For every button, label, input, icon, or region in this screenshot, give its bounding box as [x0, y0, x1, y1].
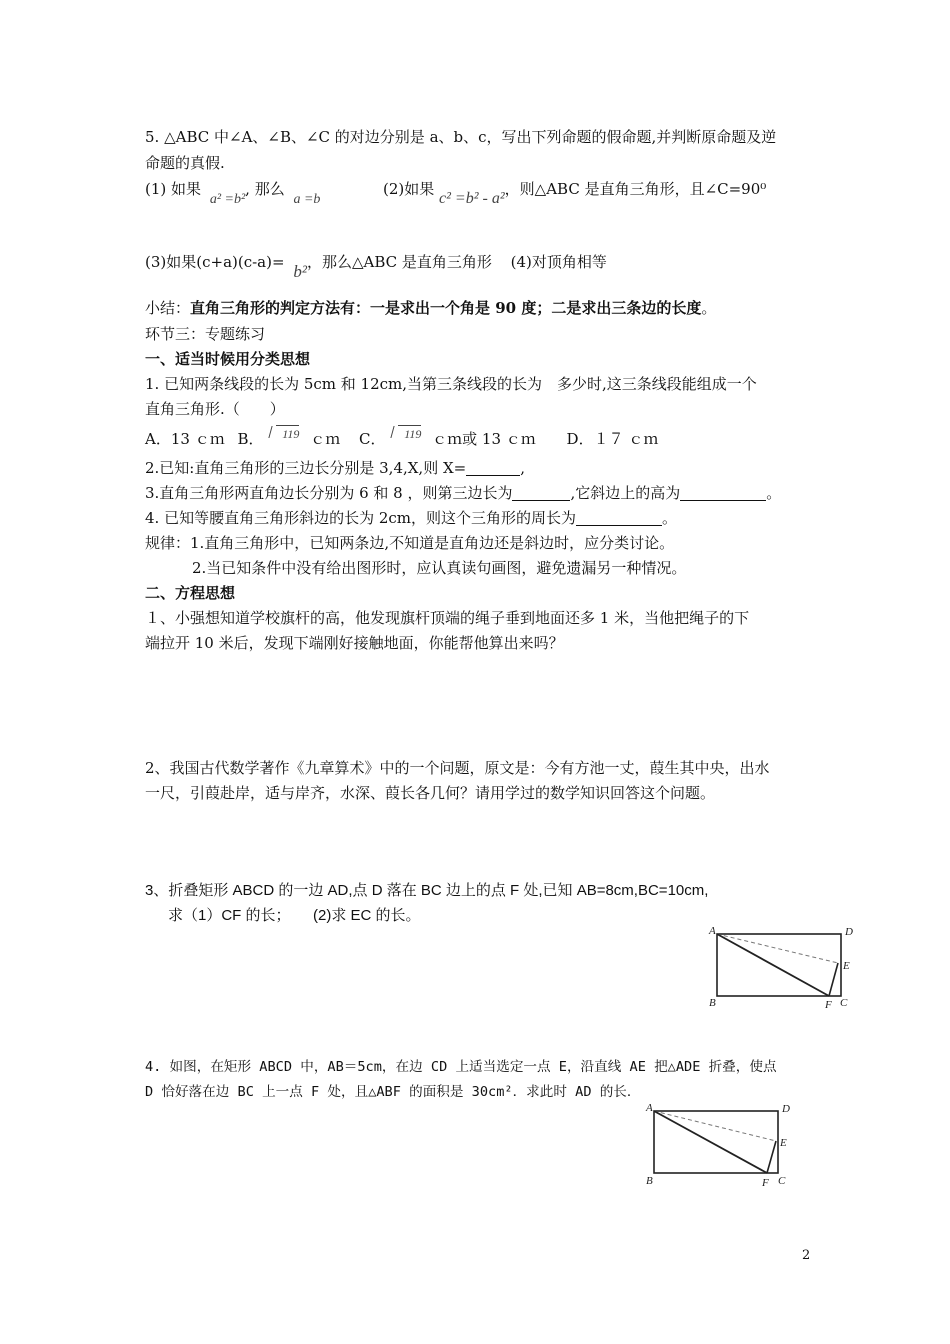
- label-b: B: [709, 997, 716, 1009]
- part2-q4-line2: D 恰好落在边 BC 上一点 F 处，且△ABF 的面积是 30cm²．求此时 AD 的长．: [145, 1084, 641, 1100]
- segment-af: [654, 1111, 767, 1173]
- option-c-label: C．: [358, 430, 386, 448]
- part2-q3-line1: 3、折叠矩形 ABCD 的一边 AD,点 D 落在 BC 边上的点 F 处,已知 AB=8cm,BC=10cm,: [145, 882, 709, 899]
- q5-item1-result: a =b: [293, 192, 321, 207]
- part1-q3: [145, 483, 781, 503]
- q5-item2-suffix: ，则△ABC 是直角三角形，且∠C=90⁰: [504, 180, 767, 198]
- option-a: A．13 ｃｍ: [145, 430, 225, 448]
- segment-ef: [829, 963, 838, 996]
- part1-q2-end: ,: [520, 459, 526, 477]
- q5-item3: [145, 252, 607, 281]
- option-c-unit: ｃｍ或 13 ｃｍ: [432, 430, 536, 448]
- part1-q3-text-b: ,它斜边上的高为: [570, 484, 681, 502]
- part1-q3-end: 。: [766, 484, 782, 502]
- segment-af: [717, 934, 829, 996]
- label-c: C: [778, 1175, 786, 1187]
- part1-q1-options: [145, 429, 658, 450]
- part2-q1-line1: １、小强想知道学校旗杆的高，他发现旗杆顶端的绳子垂到地面还多 1 米，当他把绳子的下: [145, 609, 750, 627]
- label-f: F: [762, 1177, 769, 1189]
- section3-title: 环节三：专题练习: [145, 325, 266, 343]
- q5-item1: [145, 179, 321, 207]
- rectangle-fold-figure-2: [640, 1098, 800, 1190]
- option-b-sqrt: [268, 424, 299, 444]
- part1-q2-text: 2.已知:直角三角形的三边长分别是 3,4,X,则 X=: [145, 459, 467, 477]
- label-a: A: [646, 1102, 653, 1114]
- q5-item2-prefix: (2)如果: [383, 180, 435, 198]
- part1-q1-line2: 直角三角形.（ ）: [145, 400, 285, 418]
- part1-q4-text: 4. 已知等腰直角三角形斜边的长为 2cm，则这个三角形的周长为: [145, 509, 577, 527]
- q5-item2-eq: c² =b² - a²: [439, 190, 505, 207]
- part1-heading: 一、适当时候用分类思想: [145, 350, 311, 368]
- part2-q2-line1: 2、我国古代数学著作《九章算术》中的一个问题，原文是：今有方池一丈，葭生其中央，出水: [145, 759, 770, 777]
- part1-q2: [145, 458, 525, 478]
- part1-q3-text-a: 3.直角三角形两直角边长分别为 6 和 8 ，则第三边长为: [145, 484, 513, 502]
- q5-line1: 5. △ABC 中∠A、∠B、∠C 的对边分别是 a、b、c，写出下列命题的假命题,并判断原命题及逆: [145, 128, 777, 146]
- q5-item2: [383, 179, 767, 207]
- answer-blank[interactable]: [680, 486, 766, 501]
- label-e: E: [843, 960, 850, 972]
- summary-label: 小结：: [145, 299, 191, 317]
- label-c: C: [840, 997, 848, 1009]
- answer-blank[interactable]: [466, 461, 520, 476]
- part2-q1-line2: 端拉开 10 米后，发现下端刚好接触地面，你能帮他算出来吗？: [145, 634, 564, 652]
- answer-blank[interactable]: [512, 486, 570, 501]
- option-b-unit: ｃｍ: [310, 430, 341, 448]
- q5-item4: (4)对顶角相等: [510, 253, 607, 271]
- option-c-radicand: 119: [404, 427, 422, 441]
- label-d: D: [845, 926, 853, 938]
- q5-line2: 命题的真假.: [145, 154, 225, 172]
- part2-q2-line2: 一尺，引葭赴岸，适与岸齐，水深、葭长各几何？请用学过的数学知识回答这个问题。: [145, 784, 716, 802]
- summary: [145, 298, 716, 318]
- part1-q1-line1: 1. 已知两条线段的长为 5cm 和 12cm,当第三条线段的长为 多少时,这三条线段能组成一个: [145, 375, 757, 393]
- summary-text: 直角三角形的判定方法有：一是求出一个角是 90 度；二是求出三条边的长度: [190, 299, 702, 317]
- label-b: B: [646, 1175, 653, 1187]
- rule-1: 规律：1.直角三角形中，已知两条边,不知道是直角边还是斜边时，应分类讨论。: [145, 534, 675, 552]
- summary-end: 。: [701, 299, 717, 317]
- rectangle-fold-figure-1: [700, 922, 860, 1014]
- q5-item3-eq: b²: [293, 262, 307, 281]
- label-d: D: [782, 1103, 790, 1115]
- q5-item3-suffix: ，那么△ABC 是直角三角形: [306, 253, 492, 271]
- q5-item1-eq: a² =b²: [209, 192, 246, 207]
- option-b-label: B．: [237, 430, 264, 448]
- option-d: D．１７ ｃｍ: [566, 430, 659, 448]
- option-b-radicand: 119: [282, 427, 300, 441]
- q5-item1-mid: , 那么: [245, 180, 285, 198]
- label-e: E: [780, 1137, 787, 1149]
- q5-item1-prefix: (1) 如果: [145, 180, 202, 198]
- fold-line-ae: [717, 934, 838, 963]
- q5-item3-prefix: (3)如果(c+a)(c-a)=: [145, 253, 285, 271]
- answer-blank[interactable]: [576, 511, 662, 526]
- option-c-sqrt: [390, 424, 421, 444]
- fold-line-ae: [654, 1111, 776, 1141]
- part1-q4-end: 。: [662, 509, 678, 527]
- part2-q4-line1: 4. 如图，在矩形 ABCD 中，AB＝5cm，在边 CD 上适当选定一点 E，沿直线 AE 把△ADE 折叠，使点: [145, 1059, 777, 1075]
- label-a: A: [709, 925, 716, 937]
- part1-q4: [145, 508, 677, 528]
- rule-2: 2.当已知条件中没有给出图形时，应认真读句画图，避免遗漏另一种情况。: [192, 559, 687, 577]
- part2-heading: 二、方程思想: [145, 584, 236, 602]
- label-f: F: [825, 999, 832, 1011]
- segment-ef: [767, 1141, 776, 1173]
- part2-q3-line2: 求（1）CF 的长； (2)求 EC 的长。: [168, 907, 421, 924]
- page-number: 2: [802, 1248, 811, 1263]
